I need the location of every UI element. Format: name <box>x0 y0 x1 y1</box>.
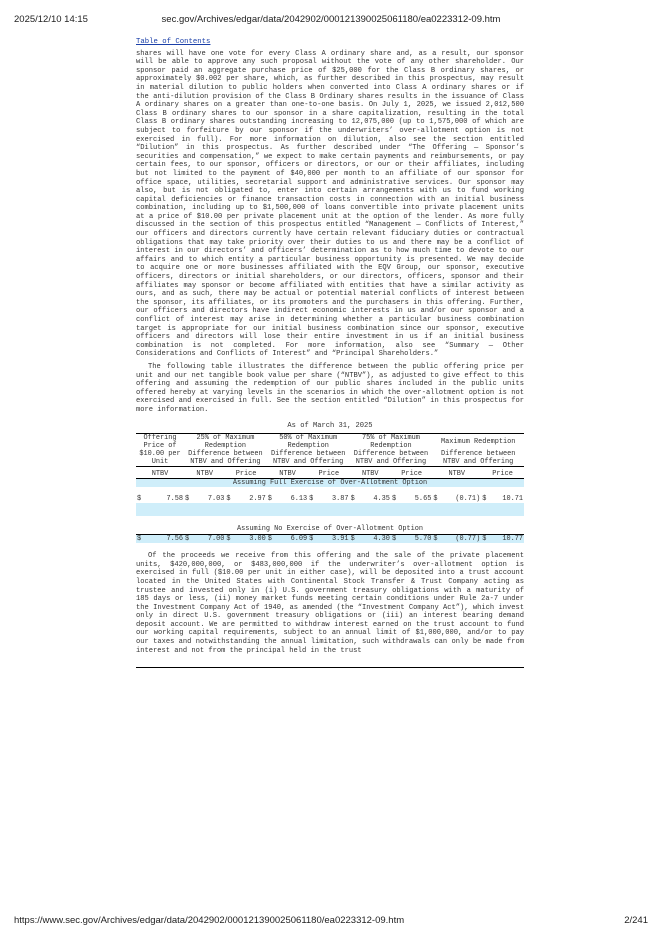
currency-sign: $ <box>391 535 397 544</box>
table-cell: 7.03 <box>207 495 225 504</box>
currency-sign: $ <box>391 495 397 504</box>
col-group-75: 75% of Maximum Redemption <box>350 434 433 451</box>
band-full-exercise <box>136 479 524 488</box>
table-cell: (0.77) <box>455 535 481 544</box>
col-group-max: Maximum Redemption <box>432 434 524 451</box>
band-no-exercise-label: Assuming No Exercise of Over-Allotment Option <box>136 524 524 535</box>
print-page-title: sec.gov/Archives/edgar/data/2042902/000121390025061180/ea0223312-09.htm <box>161 14 501 25</box>
currency-sign: $ <box>309 535 314 544</box>
table-cell: 6.13 <box>290 495 308 504</box>
label-ntbv: NTBV <box>136 467 184 479</box>
table-of-contents-link[interactable]: Table of Contents <box>136 38 211 46</box>
label-ntbv: NTBV <box>184 467 225 479</box>
band-full-exercise-label: Assuming Full Exercise of Over-Allotment Option <box>232 479 428 488</box>
table-cell: 2.97 <box>249 495 266 504</box>
band-no-exercise <box>136 524 524 535</box>
currency-sign: $ <box>433 535 438 544</box>
subheader-difference-max: Difference between NTBV and Offering <box>432 450 524 467</box>
currency-sign: $ <box>433 495 438 504</box>
table-cell: 3.00 <box>249 535 266 544</box>
col-offering-price: Offering Price of $10.00 per Unit <box>136 434 184 467</box>
currency-sign: $ <box>267 535 272 544</box>
table-row <box>136 495 524 503</box>
subheader-difference-75: Difference between NTBV and Offering <box>350 450 433 467</box>
print-datetime: 2025/12/10 14:15 <box>14 14 88 25</box>
table-cell: 5.65 <box>414 495 432 504</box>
currency-sign: $ <box>185 495 190 504</box>
subheader-difference-50: Difference between NTBV and Offering <box>267 450 350 467</box>
currency-sign: $ <box>482 535 487 544</box>
page-bottom-rule <box>136 667 524 668</box>
col-group-50: 50% of Maximum Redemption <box>267 434 350 451</box>
label-ntbv: NTBV <box>432 467 481 479</box>
table-cell: 3.87 <box>332 495 349 504</box>
table-cell: 10.71 <box>502 495 523 504</box>
table-cell: 7.00 <box>207 535 225 544</box>
currency-sign: $ <box>350 535 355 544</box>
currency-sign: $ <box>226 535 231 544</box>
table-cell: 3.91 <box>332 535 349 544</box>
currency-sign: $ <box>267 495 272 504</box>
table-row <box>136 535 524 544</box>
ntbv-dilution-table <box>136 433 524 543</box>
table-as-of-date: As of March 31, 2025 <box>287 421 373 430</box>
table-cell: 10.77 <box>502 535 523 544</box>
print-url: https://www.sec.gov/Archives/edgar/data/2042902/000121390025061180/ea0223312-09.htm <box>14 915 405 926</box>
label-price: Price <box>481 467 524 479</box>
table-cell: $ 7.56 <box>137 535 183 544</box>
currency-sign: $ <box>309 495 314 504</box>
currency-sign: $ <box>226 495 231 504</box>
paragraph-sponsor-voting: shares will have one vote for every Class A ordinary share and, as a result, our sponsor will be able to approve any such proposal without the vote of any other shareholder. Our sponsor paid an aggregate purchase price of $25,000 for the Class B ordinary shares, or approximately $0.002 per share, which, as further described in this prospectus, may result in material dilution to public holders when converted into Class A ordinary shares or if the anti-dilution provision of the Class B Ordinary shares results in the issuance of Class A ordinary shares on a greater than one-to-one basis. On July 1, 2025, we issued 2,012,500 Class B ordinary shares to our sponsor in a share capitalization, resulting in the total Class B ordinary shares outstanding increasing to 12,075,000 (up to 1,575,000 of which are subject to forfeiture by our sponsor if the underwriters’ over-allotment option is not exercised in full). For more information on dilution, also see the section entitled “Dilution” in this prospectus. As further described under “The Offering — Sponsor’s securities and compensation,” we expect to make certain payments and reimbursements, or pay certain fees, to our sponsor, officers or directors, or our or their affiliates, including but not limited to the payment of $40,000 per month to an affiliate of our sponsor for office space, utilities, secretarial support and administrative services. Our sponsor may also, but is not obligated to, enter into certain arrangements with us to fund working capital deficiencies or finance transaction costs in connection with an initial business combination, including up to $1,500,000 of loans convertible into private placement units at a price of $10.00 per private placement unit at the option of the lender. As more fully discussed in the section of this prospectus entitled “Management — Conflicts of Interest,” our officers and directors currently have certain relevant fiduciary duties or contractual obligations that may take priority over their duties to us and there may be a conflict of interest in our directors’ and officers’ determination as to how much time to devote to our affairs and to which entity a particular business opportunity is presented. We may decide to acquire one or more businesses affiliated with the EQV Group, our sponsor, executive officers, directors or initial shareholders, or our directors, officers, sponsor and their affiliates may sponsor or become affiliated with entities that have a similar activity as ours, and as such, there may be actual or potential material conflicts of interest between the sponsor, its affiliates, or its promoters and the purchasers in this offering. Further, our officers and directors have indirect economic interests in us and/or our sponsor and a conflict of interest may arise in determining whether a particular business combination target is appropriate for our initial business combination since our sponsor, executive officers and directors will lose their entire investment in us if an initial business combination is not completed. For more information, also see “Summary — Other Considerations and Conflicts of Interest” and “Principal Shareholders.” <box>136 49 524 359</box>
currency-sign: $ <box>482 495 487 504</box>
print-page-number: 2/241 <box>624 915 648 926</box>
table-cell: 5.70 <box>414 535 432 544</box>
paragraph-trust-proceeds: Of the proceeds we receive from this offering and the sale of the private placement units, $420,000,000, or $483,000,000 if the underwriter’s over-allotment option is exercised in full ($10.00 per unit in either case), will be deposited into a trust account located in the United States with Continental Stock Transfer & Trust Company acting as trustee and invested only in (i) U.S. government treasury obligations with a maturity of 185 days or less, (ii) money market funds meeting certain conditions under Rule 2a-7 under the Investment Company Act of 1940, as amended (the “Investment Company Act”), which invest only in direct U.S. government treasury obligations or (iii) an interest bearing demand deposit account. We are permitted to withdraw interest earned on the trust account to fund our working capital requirements, subject to an annual limit of $1,000,000, and/or to pay our taxes and notwithstanding the annual limitation, such withdrawals can only be made from interest and not from the principal held in the trust <box>136 552 524 655</box>
document-body <box>136 38 524 668</box>
table-cell: 6.09 <box>290 535 308 544</box>
col-group-25: 25% of Maximum Redemption <box>184 434 267 451</box>
subheader-difference-25: Difference between NTBV and Offering <box>184 450 267 467</box>
table-cell: 4.30 <box>373 535 390 544</box>
currency-sign: $ <box>185 535 190 544</box>
table-cell: 4.35 <box>373 495 390 504</box>
label-price: Price <box>225 467 266 479</box>
label-price: Price <box>308 467 349 479</box>
label-ntbv: NTBV <box>350 467 391 479</box>
paragraph-ntbv-intro: The following table illustrates the difference between the public offering price per unit and our net tangible book value per share (“NTBV”), as adjusted to give effect to this offering and assuming the redemption of our public shares included in the public units offered hereby at varying levels in the scenarios in which the over-allotment option is not exercised and exercised in full. See the section entitled “Dilution” in this prospectus for more information. <box>136 362 524 414</box>
table-cell: (0.71) <box>455 495 481 504</box>
label-ntbv: NTBV <box>267 467 308 479</box>
currency-sign: $ <box>350 495 355 504</box>
label-price: Price <box>391 467 432 479</box>
table-cell: $ 7.58 <box>137 495 183 504</box>
